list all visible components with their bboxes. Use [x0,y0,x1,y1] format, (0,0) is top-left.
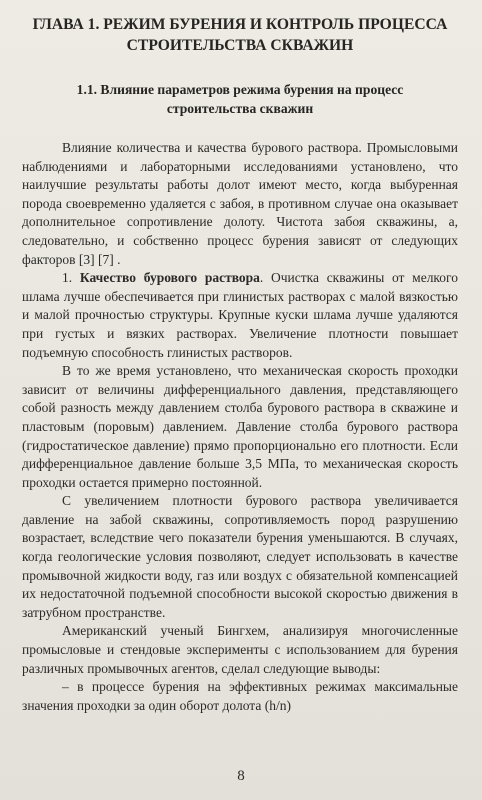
paragraph-2-number: 1. [62,270,80,286]
chapter-title-line-2: СТРОИТЕЛЬСТВА СКВАЖИН [126,37,354,54]
chapter-title [22,14,458,56]
paragraph-2 [22,269,458,362]
paragraph-4: С увеличением плотности бурового раствора увеличивается давление на забой скважины, сопротивляемость пород разрушению возрастает, вследствие чего показатели бурения уменьшаются. В случаях, когда геологические условия позволяют, следует использовать в качестве промывочной жидкости воду, газ или воздух с обязательной компенсацией их недостаточной подъемной способности высокой скоростью движения в затрубном пространстве. [22,493,458,620]
paragraph-1: Влияние количества и качества бурового раствора. Промысловыми наблюдениями и лабораторными исследованиями установлено, что наилучшие результаты работы долот имеют место, когда выбуренная порода своевременно удаляется с забоя, в противном случае она оказывает дополнительное сопротивление долоту. Чистота забоя скважины, а, следовательно, и собственно процесс бурения зависят от следующих факторов [3] [7] . [22,140,458,267]
section-title [22,80,458,118]
paragraph-6: – в процессе бурения на эффективных режимах максимальные значения проходки за один оборот долота (h/n) [22,679,458,713]
paragraph-3: В то же время установлено, что механическая скорость проходки зависит от величины дифференциального давления, представляющего собой разность между давлением столба бурового раствора в скважине и пластовым (поровым) давлением. Давление столба бурового раствора (гидростатическое давление) прямо пропорционально его плотности. Если дифференциальное давление больше 3,5 МПа, то механическая скорость проходки остается примерно постоянной. [22,363,458,490]
section-title-line-2: строительства скважин [166,101,314,116]
paragraph-5: Американский ученый Бингхем, анализируя многочисленные промысловые и стендовые эксперименты с использованием для бурения различных промывочных агентов, сделал следующие выводы: [22,623,458,676]
chapter-title-line-1: ГЛАВА 1. РЕЖИМ БУРЕНИЯ И КОНТРОЛЬ ПРОЦЕССА [32,16,448,33]
paragraph-2-text: . Очистка скважины от мелкого шлама лучше обеспечивается при глинистых растворах с малой вязкостью и малой прочностью структуры. Крупные куски шлама лучше удаляются при густых и вязких растворах. Увеличение плотности повышает подъемную способность глинистых растворов. [22,270,459,360]
section-title-line-1: 1.1. Влияние параметров режима бурения на процесс [76,82,404,97]
page-number: 8 [237,768,245,784]
paragraph-2-bold-term: Качество бурового раствора [79,270,260,286]
